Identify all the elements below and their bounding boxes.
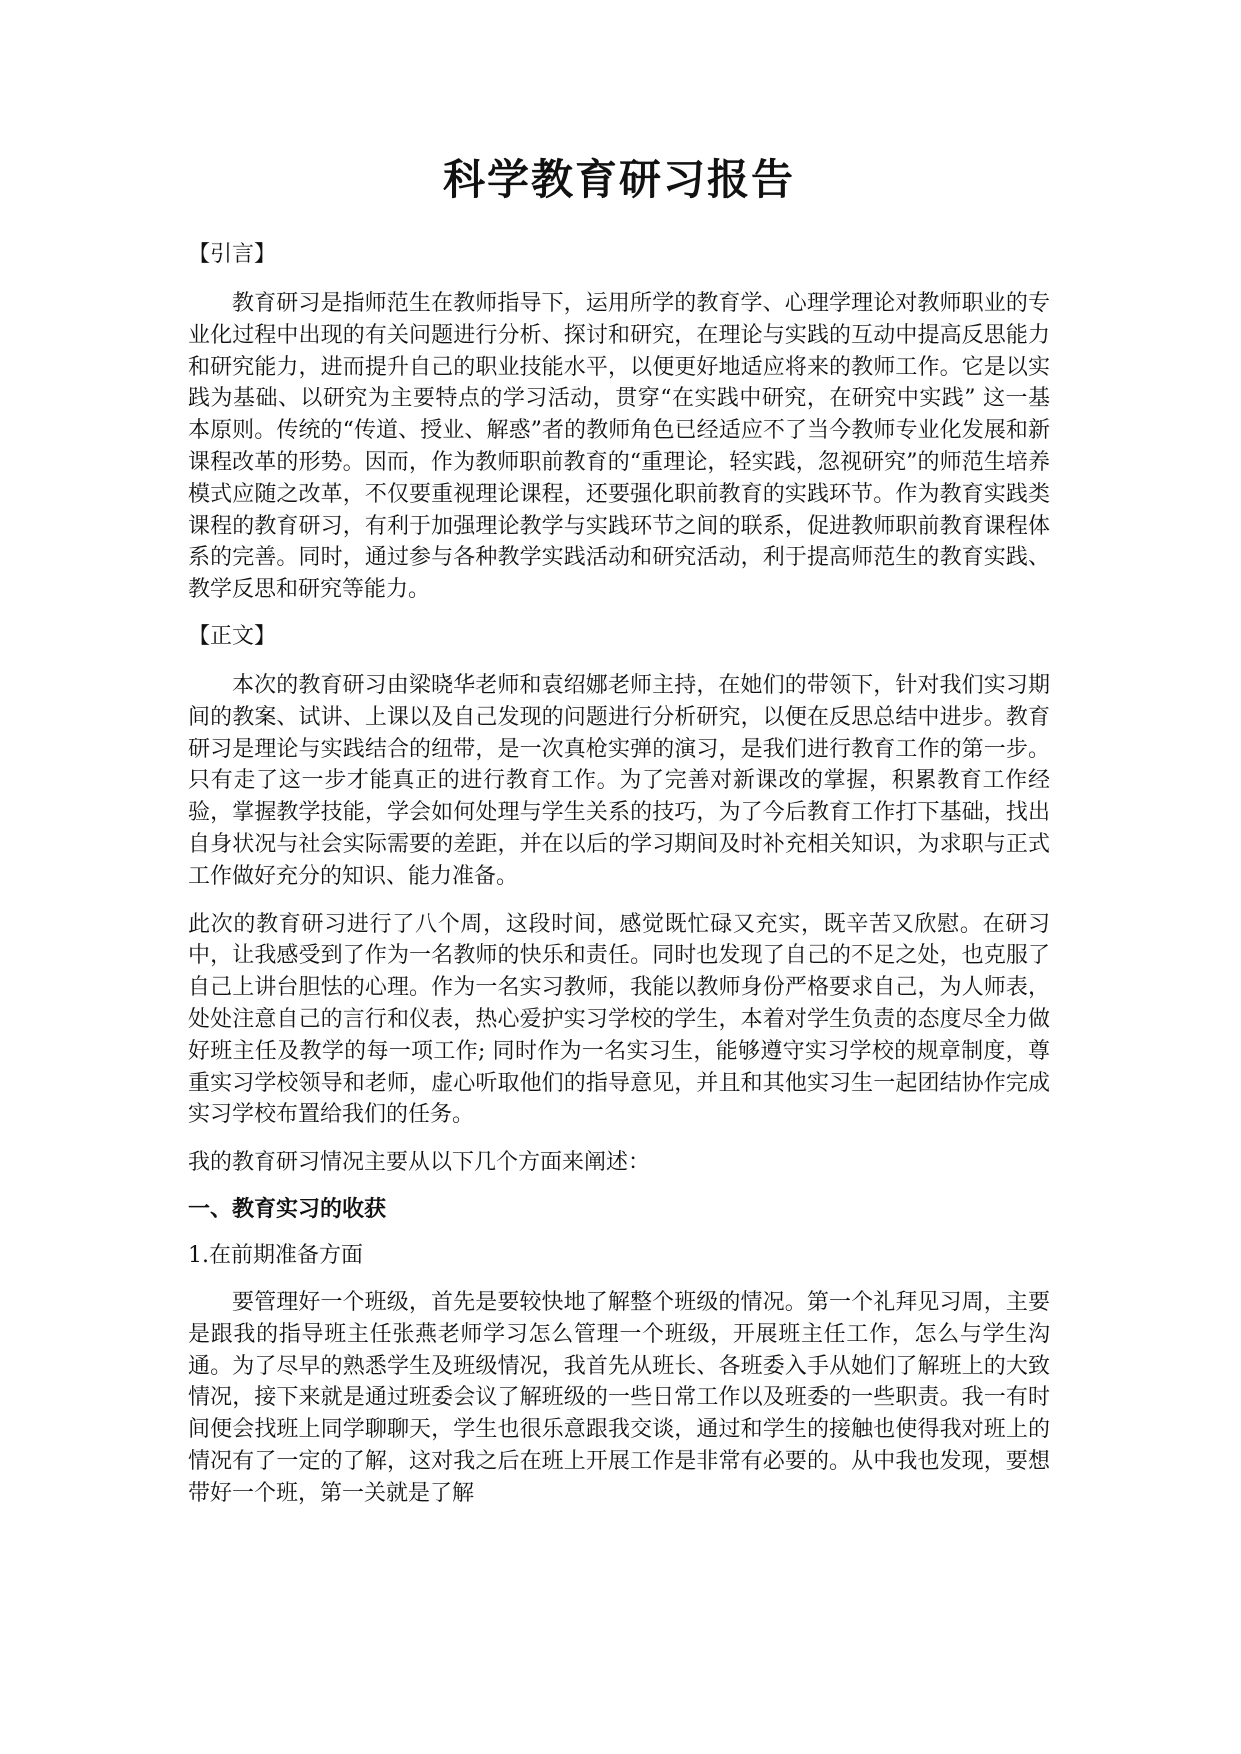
body-paragraph-1: 本次的教育研习由梁晓华老师和袁绍娜老师主持，在她们的带领下，针对我们实习期间的教案、试讲、上课以及自己发现的问题进行分析研究，以便在反思总结中进步。教育研习是理论与实践结合的纽带，是一次真枪实弹的演习，是我们进行教育工作的第一步。只有走了这一步才能真正的进行教育工作。为了完善对新课改的掌握，积累教育工作经验，掌握教学技能，学会如何处理与学生关系的技巧，为了今后教育工作打下基础，找出自身状况与社会实际需要的差距，并在以后的学习期间及时补充相关知识，为求职与正式工作做好充分的知识、能力准备。 xyxy=(188,672,1050,889)
body-label: 【正文】 xyxy=(188,623,277,649)
intro-paragraph: 教育研习是指师范生在教师指导下，运用所学的教育学、心理学理论对教师职业的专业化过程中出现的有关问题进行分析、探讨和研究，在理论与实践的互动中提高反思能力和研究能力，进而提升自己的职业技能水平，以便更好地适应将来的教师工作。它是以实践为基础、以研究为主要特点的学习活动，贯穿“在实践中研究，在研究中实践” 这一基本原则。传统的“传道、授业、解惑”者的教师角色已经适应不了当今教师专业化发展和新课程改革的形势。因而，作为教师职前教育的“重理论，轻实践，忽视研究”的师范生培养模式应随之改革，不仅要重视理论课程，还要强化职前教育的实践环节。作为教育实践类课程的教育研习，有利于加强理论教学与实践环节之间的联系，促进教师职前教育课程体系的完善。同时，通过参与各种教学实践活动和研究活动，利于提高师范生的教育实践、教学反思和研究等能力。 xyxy=(188,291,1050,603)
section-1-paragraph-1: 要管理好一个班级，首先是要较快地了解整个班级的情况。第一个礼拜见习周，主要是跟我的指导班主任张燕老师学习怎么管理一个班级，开展班主任工作，怎么与学生沟通。为了尽早的熟悉学生及班级情况，我首先从班长、各班委入手从她们了解班上的大致情况，接下来就是通过班委会议了解班级的一些日常工作以及班委的一些职责。我一有时间便会找班上同学聊聊天，学生也很乐意跟我交谈，通过和学生的接触也使得我对班上的情况有了一定的了解，这对我之后在班上开展工作是非常有必要的。从中我也发现，要想带好一个班，第一关就是了解 xyxy=(188,1289,1050,1506)
intro-label: 【引言】 xyxy=(188,242,277,267)
document-page xyxy=(188,150,1050,1526)
body-paragraph-3: 我的教育研习情况主要从以下几个方面来阐述： xyxy=(188,1150,651,1176)
section-1-subheading: 1.在前期准备方面 xyxy=(188,1242,363,1268)
document-title: 科学教育研习报告 xyxy=(442,155,795,204)
section-1-heading: 一、教育实习的收获 xyxy=(188,1196,387,1222)
body-paragraph-2: 此次的教育研习进行了八个周，这段时间，感觉既忙碌又充实，既辛苦又欣慰。在研习中，让我感受到了作为一名教师的快乐和责任。同时也发现了自己的不足之处，也克服了自己上讲台胆怯的心理。作为一名实习教师，我能以教师身份严格要求自己，为人师表，处处注意自己的言行和仪表，热心爱护实习学校的学生，本着对学生负责的态度尽全力做好班主任及教学的每一项工作; 同时作为一名实习生，能够遵守实习学校的规章制度，尊重实习学校领导和老师，虚心听取他们的指导意见，并且和其他实习生一起团结协作完成实习学校布置给我们的任务。 xyxy=(188,911,1050,1128)
